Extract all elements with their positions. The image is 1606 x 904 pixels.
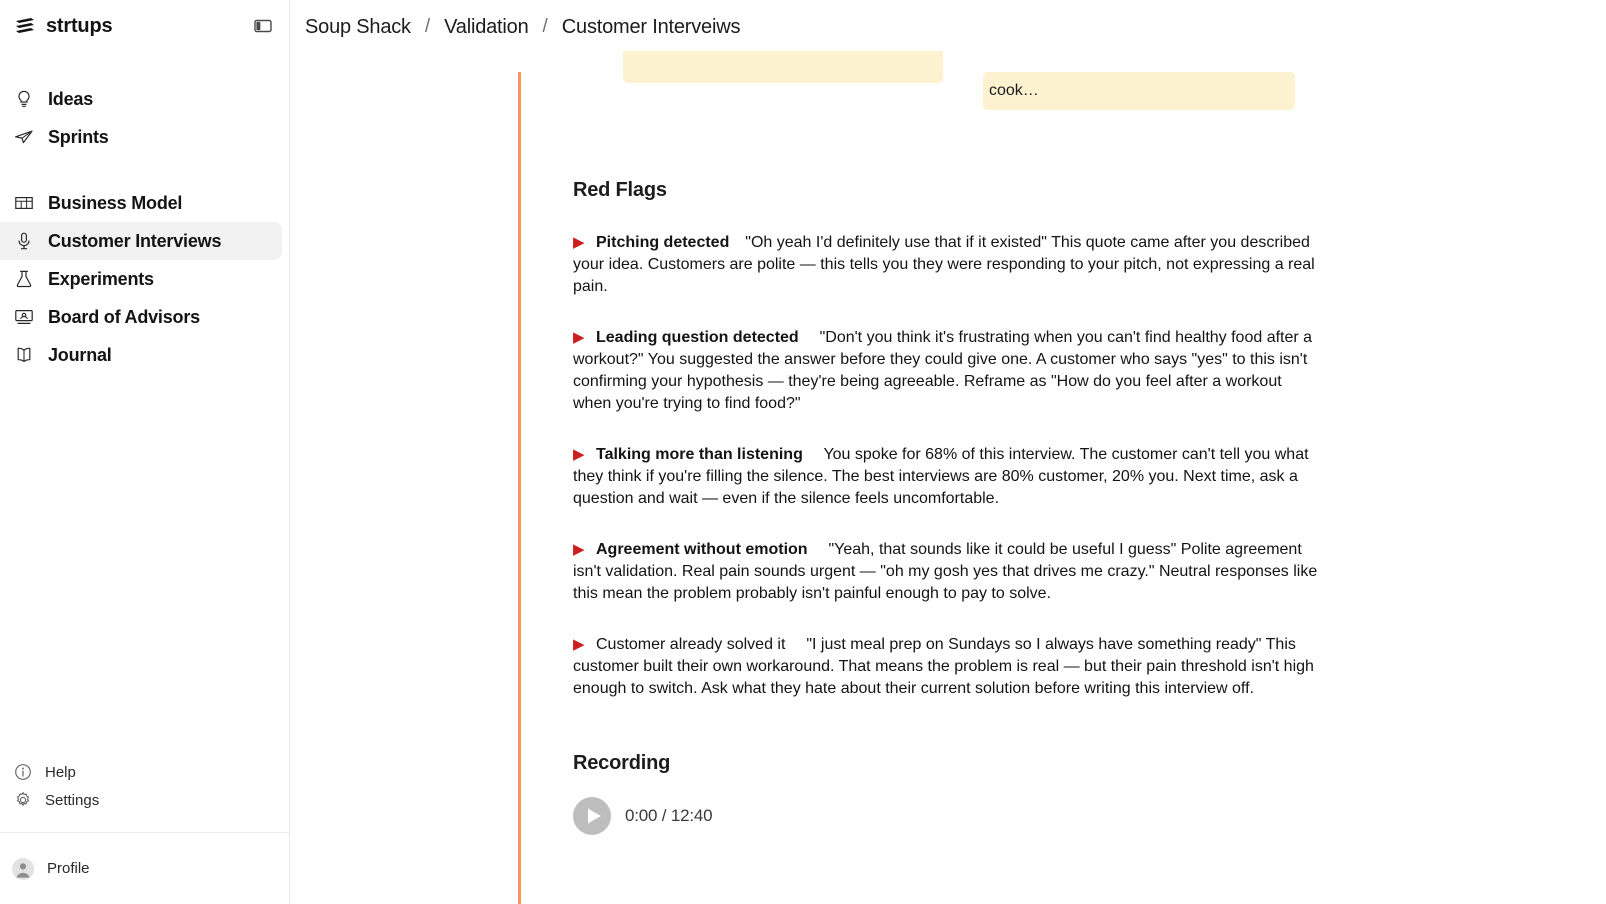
help-button[interactable]	[0, 758, 289, 786]
sidebar-item-board-of-advisors[interactable]	[0, 298, 282, 336]
stacked-layers-icon	[14, 15, 36, 37]
info-circle-icon	[14, 763, 32, 781]
lightbulb-icon	[14, 89, 34, 109]
sidebar-nav-primary	[0, 80, 289, 156]
brand-name: strtups	[46, 14, 113, 37]
red-flag-body: "Don't you think it's frustrating when you can't find healthy food after a workout?" You suggested the answer before they could give one. A customer who says "yes" to this isn't confirming your hypothesis — they're being agreeable. Reframe as "How do you feel after a workout when you're trying to find food?"	[573, 329, 1313, 412]
red-flag-body: "Oh yeah I'd definitely use that if it existed" This quote came after you described your idea. Customers are polite — this tells you they were responding to your pitch, not expressing a real pain.	[573, 234, 1315, 295]
help-label: Help	[45, 763, 76, 781]
audio-player	[573, 797, 1318, 835]
notes-column	[573, 54, 1318, 835]
sidebar-utilities	[0, 758, 289, 832]
breadcrumb-item-current: Customer Interveiws	[561, 15, 741, 38]
settings-label: Settings	[45, 791, 100, 809]
paper-plane-icon	[14, 127, 34, 147]
red-flags-list	[573, 232, 1318, 700]
sidebar-item-ideas[interactable]	[0, 80, 282, 118]
recording-heading: Recording	[573, 752, 671, 774]
red-flag-title: Leading question detected	[596, 329, 799, 346]
sidebar-item-sprints[interactable]	[0, 118, 282, 156]
sidebar-item-journal[interactable]	[0, 336, 282, 374]
sidebar-item-label: Experiments	[48, 268, 154, 289]
red-flags-heading: Red Flags	[573, 179, 667, 201]
microphone-icon	[14, 231, 34, 251]
sidebar-item-experiments[interactable]	[0, 260, 282, 298]
sidebar-item-label: Customer Interviews	[48, 230, 222, 251]
breadcrumb-item-project[interactable]: Soup Shack	[305, 15, 411, 38]
sidebar-spacer	[0, 374, 289, 758]
sidebar-header	[0, 0, 289, 52]
sidebar-item-customer-interviews[interactable]	[0, 222, 282, 260]
sidebar-item-business-model[interactable]	[0, 184, 282, 222]
red-flag-icon: ▶	[573, 446, 585, 463]
document-area	[290, 54, 1606, 904]
red-flag-body: "Yeah, that sounds like it could be useful I guess" Polite agreement isn't validation. Real pain sounds urgent — "oh my gosh yes that drives me crazy." Neutral responses like this mean the problem probably isn't painful enough to pay to solve.	[573, 541, 1318, 602]
red-flag-title: Customer already solved it	[596, 636, 786, 653]
red-flag-icon: ▶	[573, 234, 585, 251]
main-content	[290, 0, 1606, 904]
gear-icon	[14, 791, 32, 809]
quote-accent-bar	[518, 72, 521, 904]
red-flag-title: Pitching detected	[596, 234, 730, 251]
breadcrumb-item-stage[interactable]: Validation	[444, 15, 529, 38]
red-flag-icon: ▶	[573, 541, 585, 558]
red-flag-item	[573, 327, 1318, 415]
playback-time: 0:00 / 12:40	[625, 806, 713, 825]
grid-canvas-icon	[14, 193, 34, 213]
profile-button[interactable]	[0, 832, 289, 904]
flask-icon	[14, 269, 34, 289]
play-circle-icon[interactable]	[573, 797, 611, 835]
red-flag-title: Talking more than listening	[596, 446, 803, 463]
red-flag-icon: ▶	[573, 636, 585, 653]
red-flag-body: You spoke for 68% of this interview. The customer can't tell you what they think if you're filling the silence. The best interviews are 80% customer, 20% you. Next time, ask a question and wait — even if the silence feels uncomfortable.	[573, 446, 1309, 507]
sidebar-item-label: Ideas	[48, 88, 94, 109]
breadcrumb	[290, 0, 1606, 54]
sidebar-nav-secondary	[0, 184, 289, 374]
presentation-screen-icon	[14, 307, 34, 327]
red-flag-item	[573, 444, 1318, 510]
highlight-box-text: cook…	[989, 82, 1039, 99]
breadcrumb-separator: /	[542, 16, 548, 37]
red-flag-body: "I just meal prep on Sundays so I always have something ready" This customer built their own workaround. That means the problem is real — but their pain threshold isn't high enough to switch. Ask what they hate about their current solution before writing this interview off.	[573, 636, 1314, 697]
sidebar-item-label: Business Model	[48, 192, 183, 213]
sidebar-toggle-icon[interactable]	[253, 16, 273, 36]
breadcrumb-separator: /	[424, 16, 431, 37]
sidebar-item-label: Board of Advisors	[48, 306, 200, 327]
profile-label: Profile	[47, 860, 90, 877]
sidebar-item-label: Journal	[48, 344, 112, 365]
red-flag-title: Agreement without emotion	[596, 541, 808, 558]
sidebar	[0, 0, 290, 904]
sidebar-item-label: Sprints	[48, 126, 109, 147]
red-flag-item	[573, 232, 1318, 298]
open-book-icon	[14, 345, 34, 365]
user-avatar-icon	[12, 858, 34, 880]
red-flag-icon: ▶	[573, 329, 585, 346]
red-flag-item	[573, 539, 1318, 605]
red-flag-item	[573, 634, 1318, 700]
settings-button[interactable]	[0, 786, 289, 814]
